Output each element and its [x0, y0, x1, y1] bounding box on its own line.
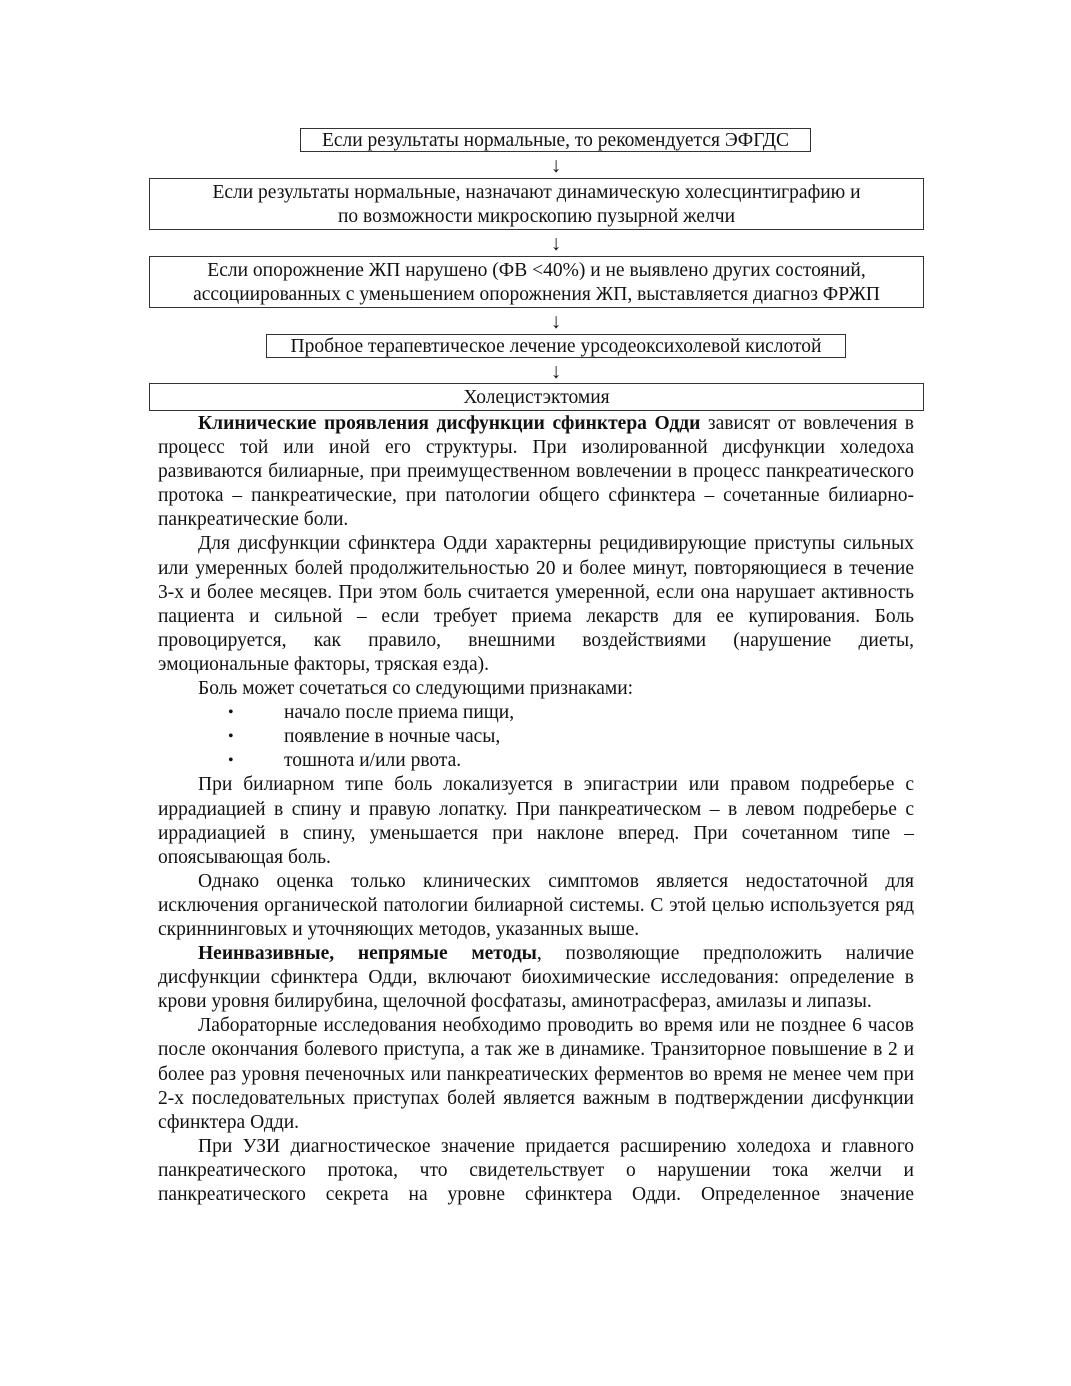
- bullet-icon: •: [228, 752, 234, 770]
- paragraph-4: При билиарном типе боль локализуется в эпигастрии или правом подреберье с иррадиацией в спину и правую лопатку. При панкреатическом – в левом подреберье с иррадиацией в спину, уменьшается при наклоне вперед. При сочетанном типе – опоясывающая боль.: [158, 774, 914, 868]
- flow-step-4-text: Пробное терапевтическое лечение урсодеоксихолевой кислотой: [290, 336, 822, 357]
- flow-arrow-4: ↓: [550, 359, 562, 383]
- list-item-text: тошнота и/или рвота.: [284, 750, 462, 772]
- p1-rest: зависят от вовлечения в процесс той или иной его структуры. При изолированной дисфункции холедоха развиваются билиарные, при преимущественном вовлечении в процесс панкреатического протока – панкреатические, при патологии общего сфинктера – сочетанные билиарно-панкреатические боли.: [158, 413, 914, 531]
- paragraph-8: При УЗИ диагностическое значение придается расширению холедоха и главного панкреатического протока, что свидетельствует о нарушении тока желчи и панкреатического секрета на уровне сфинктера Одди. Определенное значение: [158, 1135, 914, 1205]
- symptom-list: [158, 701, 914, 773]
- bullet-icon: •: [228, 704, 234, 722]
- paragraph-2: Для дисфункции сфинктера Одди характерны рецидивирующие приступы сильных или умеренных болей продолжительностью 20 и более минут, повторяющиеся в течение 3-х и более месяцев. При этом боль считается умеренной, если она нарушает активность пациента и сильной – если требует приема лекарств для ее купирования. Боль провоцируется, как правило, внешними воздействиями (нарушение диеты, эмоциональные факторы, тряская езда).: [158, 533, 914, 675]
- paragraph-1: [158, 412, 914, 532]
- flow-arrow-2: ↓: [550, 231, 562, 255]
- paragraph-3: Боль может сочетаться со следующими признаками:: [198, 678, 634, 700]
- list-item: [158, 725, 914, 749]
- paragraph-7: Лабораторные исследования необходимо проводить во время или не позднее 6 часов после окончания болевого приступа, а так же в динамике. Транзиторное повышение в 2 и более раз уровня печеночных или панкреатических ферментов во время не менее чем при 2-х последовательных приступах болей является важным в подтверждении дисфункции сфинктера Одди.: [158, 1015, 914, 1133]
- flow-step-5-text: Холецистэктомия: [463, 387, 610, 408]
- list-item: [158, 749, 914, 773]
- list-item-text: появление в ночные часы,: [284, 726, 501, 748]
- flow-step-2-line-1: Если результаты нормальные, назначают динамическую холесцинтиграфию и: [212, 182, 861, 203]
- paragraph-5: Однако оценка только клинических симптомов является недостаточной для исключения органической патологии билиарной системы. С этой целью используется ряд скриннинговых и уточняющих методов, указанных выше.: [158, 870, 914, 940]
- flow-step-1: [300, 128, 811, 152]
- flow-step-3-line-2: ассоциированных с уменьшением опорожнения ЖП, выставляется диагноз ФРЖП: [193, 284, 880, 305]
- flow-step-5: [149, 383, 924, 411]
- list-item: [158, 701, 914, 725]
- flow-arrow-1: ↓: [550, 153, 562, 177]
- bullet-icon: •: [228, 728, 234, 746]
- p6-bold: Неинвазивные, непрямые методы: [198, 943, 537, 965]
- flow-step-3: [149, 256, 924, 308]
- flow-step-2-line-2: по возможности микроскопию пузырной желчи: [337, 206, 736, 227]
- p6-rest: , позволяющие предположить наличие дисфункции сфинктера Одди, включают биохимические исследования: определение в крови уровня билирубина, щелочной фосфатазы, аминотрасфераз, амилазы и липазы.: [158, 943, 914, 1013]
- flow-step-3-line-1: Если опорожнение ЖП нарушено (ФВ <40%) и не выявлено других состояний,: [207, 260, 866, 281]
- flow-step-4: [266, 334, 846, 358]
- flow-step-1-text: Если результаты нормальные, то рекомендуется ЭФГДС: [321, 130, 790, 151]
- body-text: [158, 412, 914, 1207]
- p1-bold: Клинические проявления дисфункции сфинктера Одди: [198, 413, 701, 434]
- paragraph-6: [158, 942, 914, 1014]
- list-item-text: начало после приема пищи,: [284, 702, 515, 724]
- flow-step-2: [149, 178, 924, 230]
- flow-arrow-3: ↓: [550, 309, 562, 333]
